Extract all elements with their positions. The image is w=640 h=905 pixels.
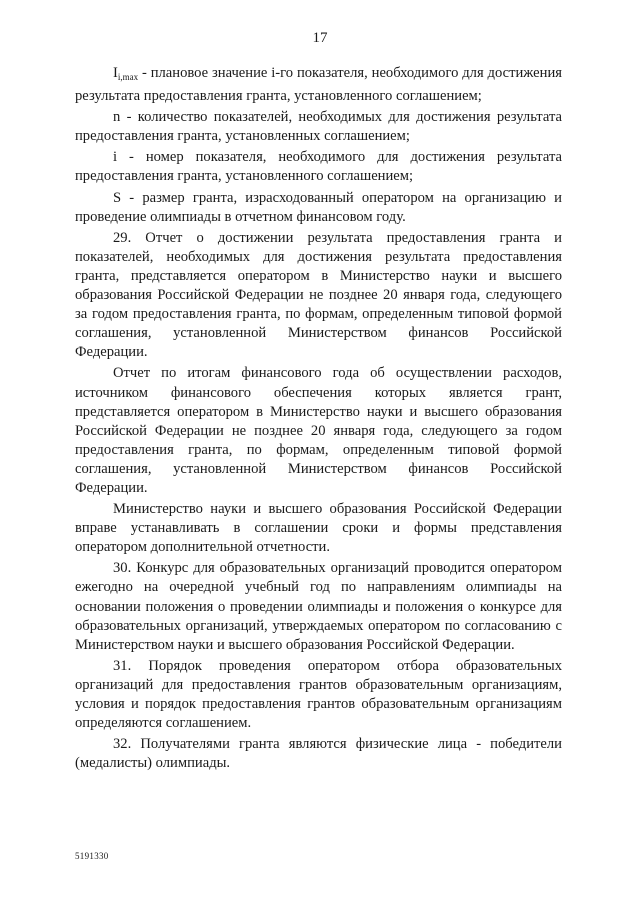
paragraph-29: 29. Отчет о достижении результата предоставления гранта и показателей, необходимых для достижения результата предоставления гранта, представляется оператором в Министерство науки и высшего образования Российской Федерации не позднее 20 января года, следующего за годом предоставления гранта, по формам, определенным типовой формой соглашения, установленной Министерством финансов Российской Федерации. bbox=[75, 229, 562, 361]
document-code: 5191330 bbox=[75, 851, 109, 861]
imax-subscript: i,max bbox=[117, 72, 139, 82]
paragraph-32: 32. Получателями гранта являются физические лица - победители (медалисты) олимпиады. bbox=[75, 736, 562, 772]
paragraph-imax-definition bbox=[75, 64, 562, 106]
document-body bbox=[75, 64, 562, 773]
imax-definition-text: - плановое значение i-го показателя, необходимого для достижения результата предоставления гранта, установленного соглашением; bbox=[75, 65, 562, 105]
paragraph-31: 31. Порядок проведения оператором отбора образовательных организаций для предоставления грантов образовательным организациям, условия и порядок предоставления грантов образовательным организациям определяются соглашением. bbox=[75, 657, 562, 732]
paragraph-n-definition: n - количество показателей, необходимых для достижения результата предоставления гранта, установленных соглашением; bbox=[75, 109, 562, 145]
paragraph-i-definition: i - номер показателя, необходимого для достижения результата предоставления гранта, установленного соглашением; bbox=[75, 149, 562, 185]
paragraph-s-definition: S - размер гранта, израсходованный оператором на организацию и проведение олимпиады в отчетном финансовом году. bbox=[75, 189, 562, 225]
paragraph-30: 30. Конкурс для образовательных организаций проводится оператором ежегодно на очередной учебный год по направлениям олимпиады на основании положения о проведении олимпиады и положения о конкурсе для образовательных организаций, утверждаемых оператором по согласованию с Министерством науки и высшего образования Российской Федерации. bbox=[75, 560, 562, 653]
paragraph-additional-reporting: Министерство науки и высшего образования Российской Федерации вправе устанавливать в соглашении сроки и формы представления оператором дополнительной отчетности. bbox=[75, 501, 562, 556]
paragraph-financial-report: Отчет по итогам финансового года об осуществлении расходов, источником финансового обеспечения которых является грант, представляется оператором в Министерство науки и высшего образования Российской Федерации не позднее 20 января года, следующего за годом предоставления гранта, по формам, определенным типовой формой соглашения, установленной Министерством финансов Российской Федерации. bbox=[75, 365, 562, 496]
imax-symbol: I bbox=[113, 65, 118, 81]
page-number: 17 bbox=[312, 30, 328, 46]
